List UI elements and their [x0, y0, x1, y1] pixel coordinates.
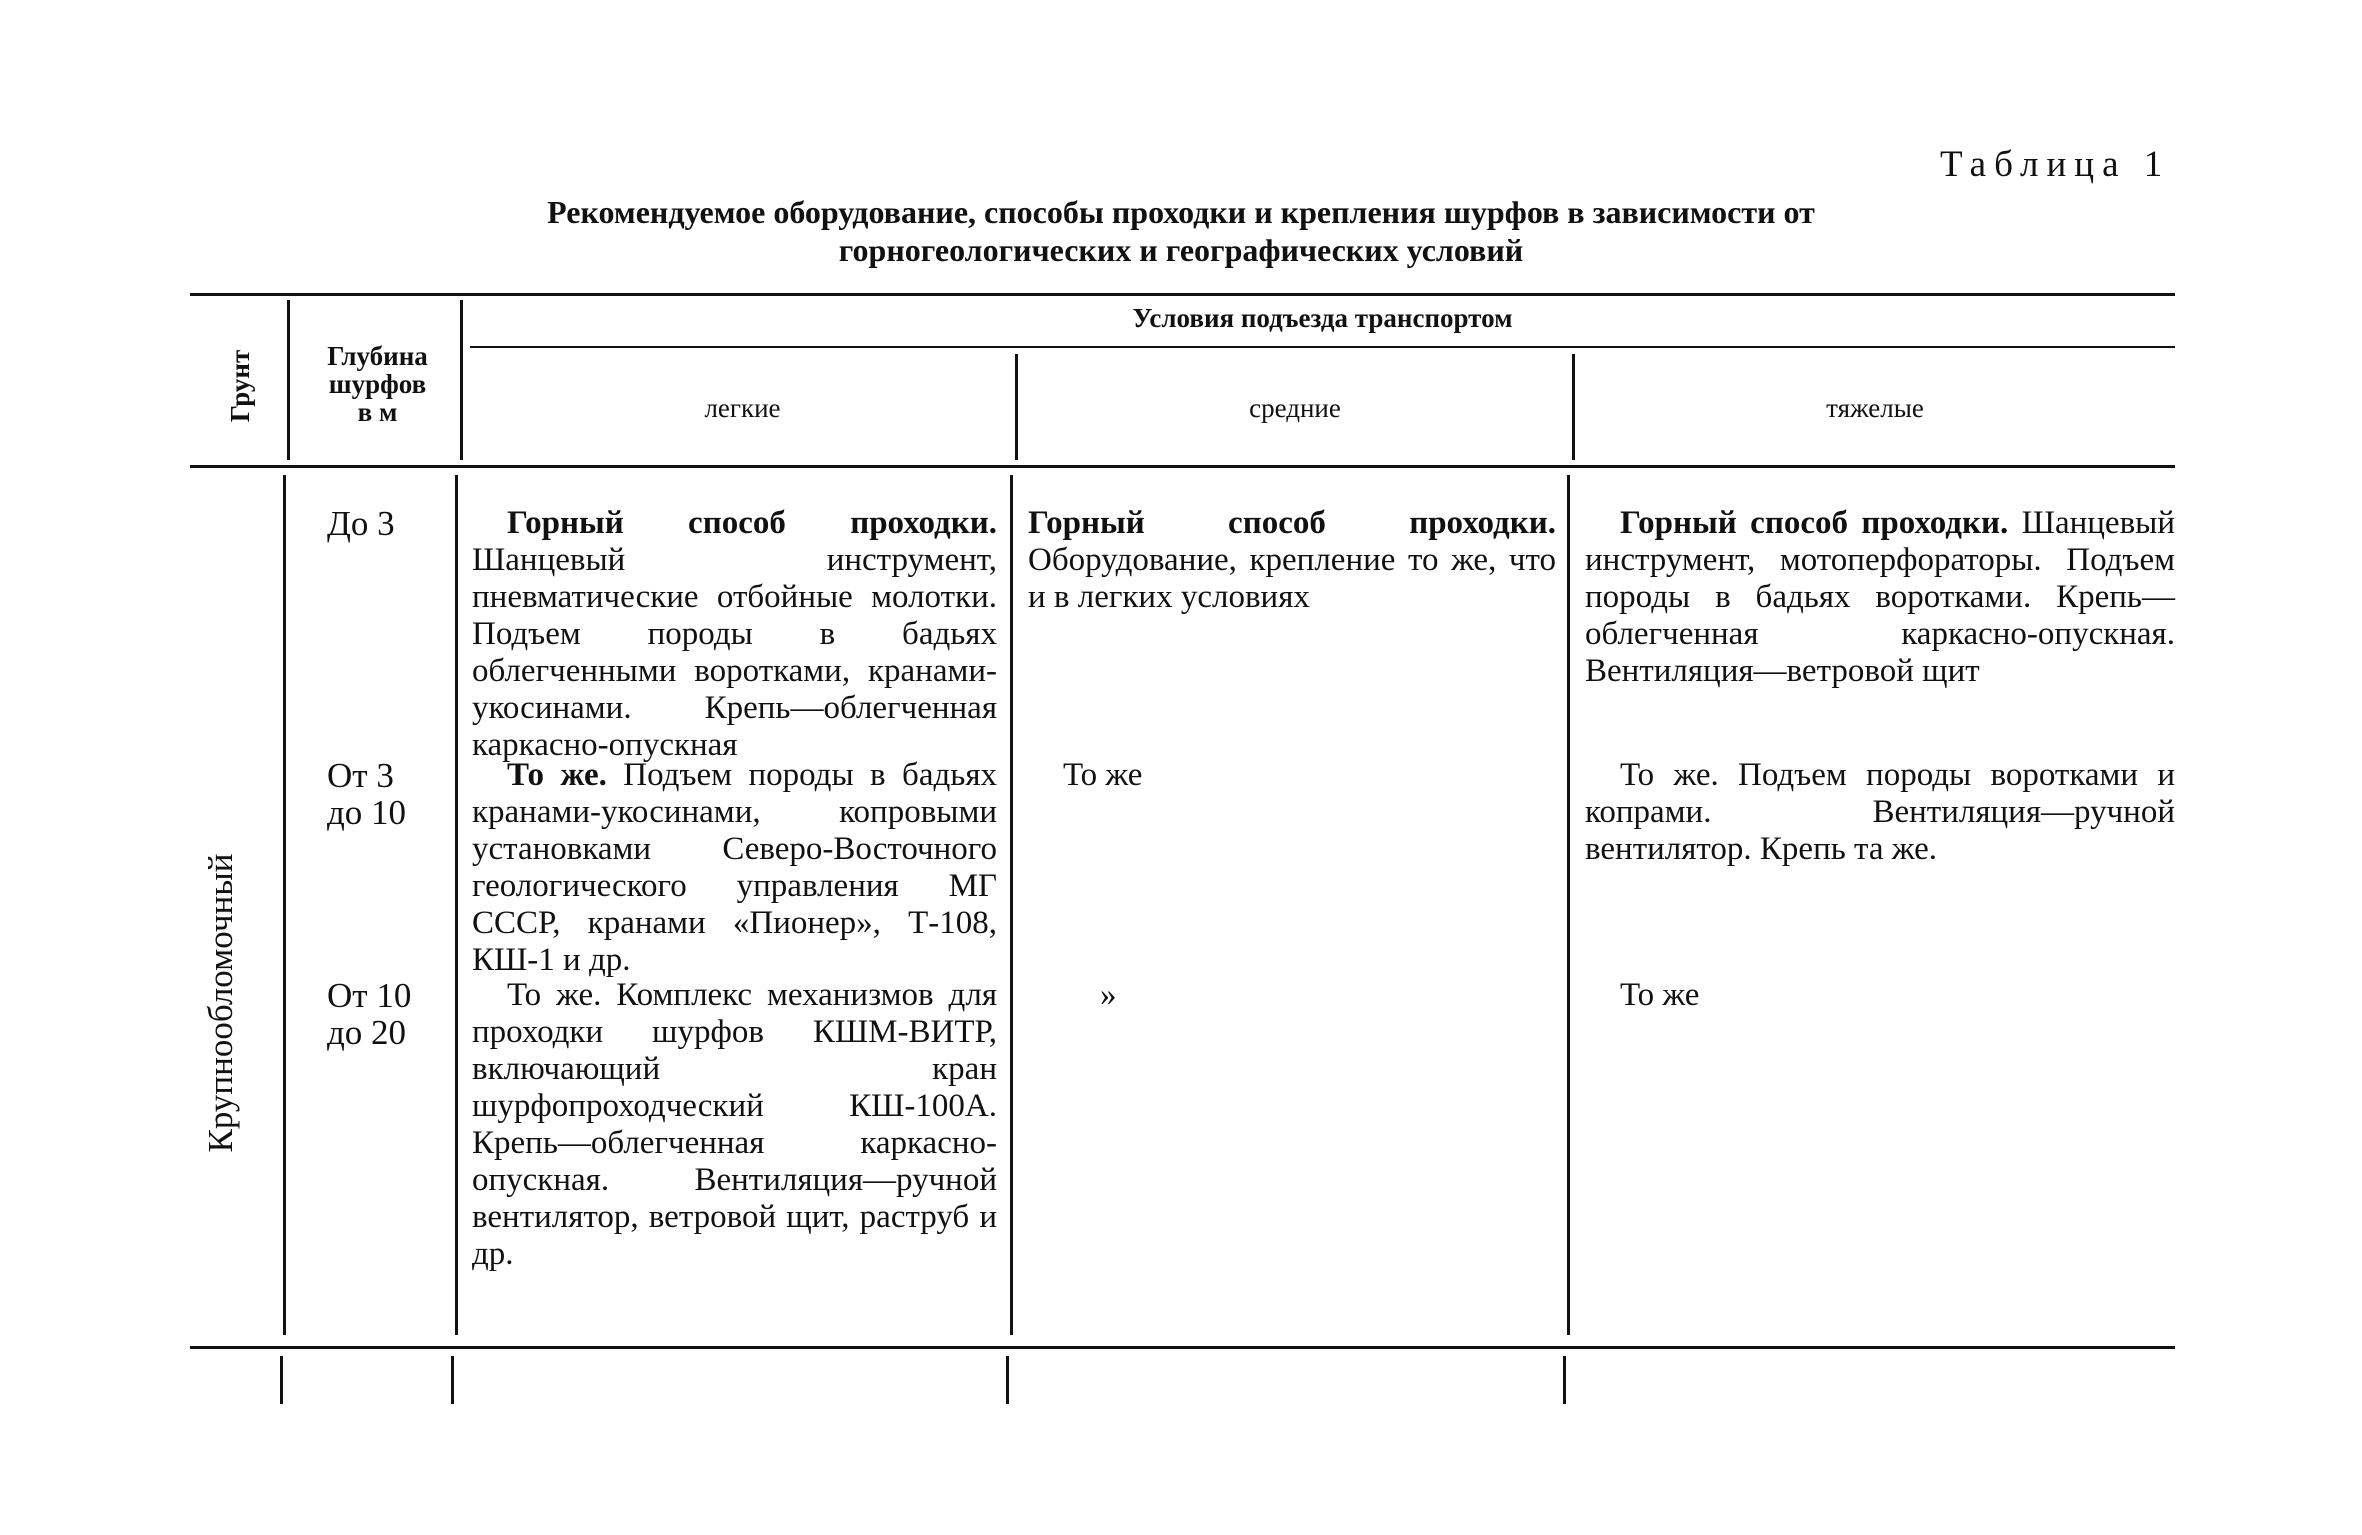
light-cell-row-2 [472, 757, 997, 979]
light-row-1-text: Шанцевый инструмент, пневматические отбойные молотки. Подъем породы в бадьях облегченными воротками, кранами-укосинами. Крепь—облегченная каркасно-опускная [472, 542, 997, 763]
body-divider-2 [455, 475, 458, 1335]
table-top-rule [190, 293, 2175, 296]
continuation-divider-3 [1006, 1356, 1009, 1404]
depth-row-2 [327, 757, 406, 831]
light-row-3-text: То же. Комплекс механизмов для проходки шурфов КШМ-ВИТР, включающий кран шурфопроходческий КШ-100А. Крепь—облегченная каркасно-опускная. Вентиляция—ручной вентилятор, ветровой щит, раструб и др. [472, 977, 997, 1272]
depth-column-header [300, 342, 455, 426]
col-divider-1 [287, 300, 290, 460]
light-row-2-bold: То же. [507, 757, 607, 793]
depth-row-3-line-2: до 20 [327, 1013, 407, 1052]
table-caption-line-2: горногеологических и географических условий [838, 232, 1524, 268]
depth-row-3-line-1: От 10 [327, 976, 412, 1015]
depth-header-line-1: Глубина [327, 341, 428, 371]
depth-header-line-3: в м [357, 397, 398, 427]
depth-header-line-2: шурфов [328, 369, 427, 399]
continuation-divider-1 [280, 1356, 283, 1404]
continuation-divider-2 [451, 1356, 454, 1404]
transport-header-rule [470, 346, 2175, 348]
body-divider-3 [1010, 475, 1013, 1335]
heavy-conditions-header: тяжелые [1826, 393, 1924, 423]
table-bottom-rule [190, 1346, 2175, 1349]
heavy-row-1-text: Шанцевый инструмент, мотоперфораторы. Подъем породы в бадьях воротками. Крепь—облегченная каркасно-опускная. Вентиляция—ветровой щит [1585, 505, 2175, 689]
soil-type-label: Крупнообломочный [201, 853, 240, 1153]
heavy-cell-row-1 [1585, 505, 2175, 690]
medium-row-1-text: Оборудование, крепление то же, что и в легких условиях [1028, 542, 1556, 615]
depth-row-1 [327, 505, 395, 542]
table-label: Таблица 1 [1940, 144, 2171, 185]
heavy-row-3-text: То же [1620, 977, 1700, 1013]
col-divider-2 [460, 300, 463, 460]
header-bottom-rule [190, 465, 2175, 468]
medium-row-1-bold: Горный способ проходки. [1028, 505, 1556, 541]
light-cell-row-1 [472, 505, 997, 764]
light-cell-row-3 [472, 977, 997, 1273]
heavy-row-1-bold: Горный способ проходки. [1620, 505, 2009, 541]
medium-cell-row-2 [1028, 757, 1556, 794]
transport-conditions-header: Условия подъезда транспортом [1132, 303, 1513, 333]
light-row-2-text: Подъем породы в бадьях кранами-укосинами, копровыми установками Северо-Восточного геологического управления МГ СССР, кранами «Пионер», Т-108, КШ-1 и др. [472, 757, 997, 978]
body-divider-4 [1567, 475, 1570, 1335]
body-divider-1 [283, 475, 286, 1335]
continuation-divider-4 [1563, 1356, 1566, 1404]
medium-cell-row-1 [1028, 505, 1556, 616]
depth-row-2-line-2: до 10 [327, 793, 407, 832]
medium-conditions-header: средние [1249, 393, 1341, 423]
light-row-1-bold: Горный способ проходки. [507, 505, 997, 541]
heavy-cell-row-2 [1585, 757, 2175, 868]
table-caption-line-1: Рекомендуемое оборудование, способы проходки и крепления шурфов в зависимости от [547, 194, 1815, 230]
light-conditions-header: легкие [704, 393, 781, 423]
depth-row-2-line-1: От 3 [327, 756, 394, 795]
heavy-cell-row-3 [1585, 977, 2175, 1014]
medium-row-3-ditto: » [1100, 977, 1117, 1013]
depth-row-1-line-1: До 3 [327, 504, 395, 543]
depth-row-3 [327, 977, 411, 1051]
heavy-row-2-text: То же. Подъем породы воротками и копрами. Вентиляция—ручной вентилятор. Крепь та же. [1585, 757, 2175, 867]
soil-column-header: Грунт [225, 349, 255, 423]
medium-row-2-text: То же [1063, 757, 1143, 793]
medium-cell-row-3 [1100, 977, 1160, 1014]
